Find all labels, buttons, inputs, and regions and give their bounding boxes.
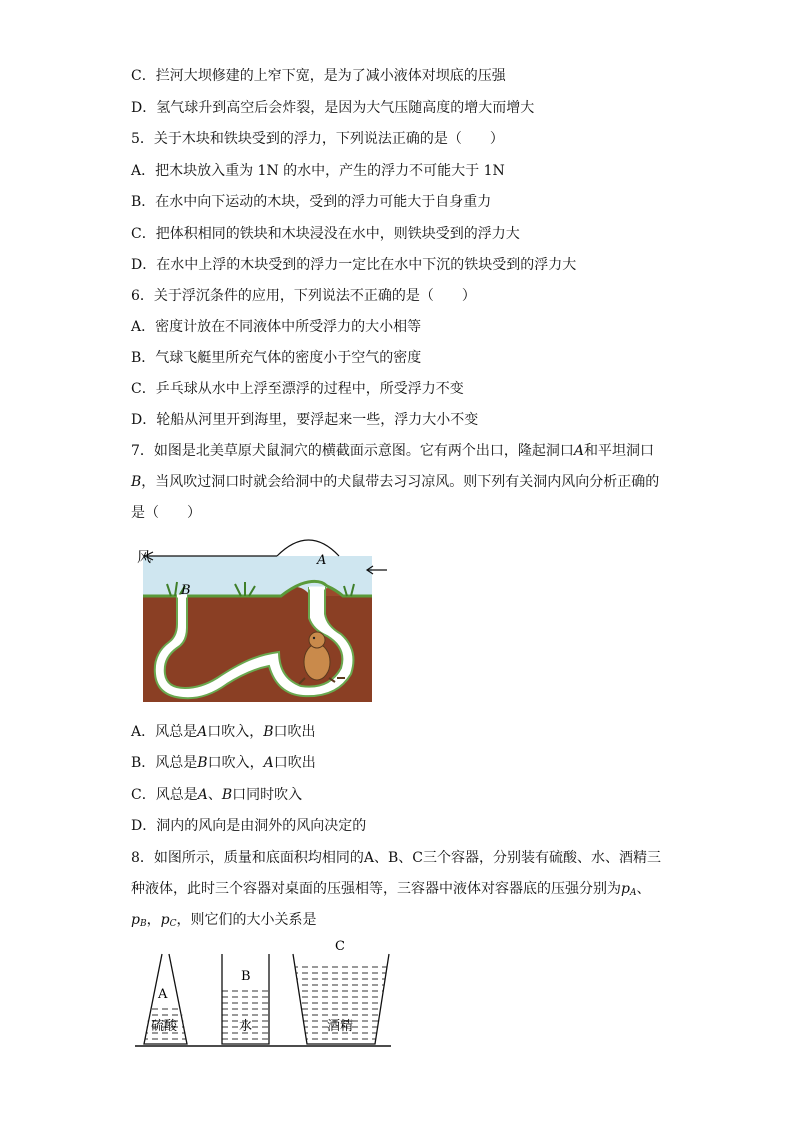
pressure-symbol: p xyxy=(621,881,630,897)
pressure-subscript: A xyxy=(629,888,637,898)
pressure-subscript: C xyxy=(169,919,177,929)
q8-punct: 、 xyxy=(636,881,651,897)
container-b-label: B xyxy=(241,969,251,984)
q7-stem-text: ，当风吹过洞口时就会给洞中的犬鼠带去习习凉风。则下列有关洞内风向分析正确的 xyxy=(141,474,660,490)
q7-var-a: A xyxy=(263,755,274,771)
q7-var-b: B xyxy=(197,755,208,771)
q6-option-b: B．气球飞艇里所充气体的密度小于空气的密度 xyxy=(131,350,422,366)
q7-stem-line1 xyxy=(131,441,654,461)
q7-var-a: A xyxy=(197,787,208,803)
q6-stem: 6．关于浮沉条件的应用，下列说法不正确的是（ ） xyxy=(131,288,476,304)
liquid-b-label: 水 xyxy=(239,1019,253,1034)
q7-var-a: A xyxy=(573,443,585,459)
q7-var-b: B xyxy=(263,724,274,740)
q7-option-d: D．洞内的风向是由洞外的风向决定的 xyxy=(131,818,367,834)
q7-var-a: A xyxy=(197,724,208,740)
pressure-symbol: p xyxy=(160,912,170,928)
q4-option-c: C．拦河大坝修建的上窄下宽，是为了减小液体对坝底的压强 xyxy=(131,68,506,84)
q5-option-d: D．在水中上浮的木块受到的浮力一定比在水中下沉的铁块受到的浮力大 xyxy=(131,257,577,273)
q7-stem-text: 和平坦洞口 xyxy=(584,443,655,459)
q7-option-text: 口同时吹入 xyxy=(232,787,303,803)
burrow-figure xyxy=(131,538,393,704)
q6-option-a: A．密度计放在不同液体中所受浮力的大小相等 xyxy=(131,319,422,335)
q7-stem-line3: 是（ ） xyxy=(131,505,201,521)
q8-stem-line1: 8．如图所示，质量和底面积均相同的A、B、C三个容器，分别装有硫酸、水、酒精三 xyxy=(131,850,662,866)
q7-stem-line2 xyxy=(131,472,659,492)
liquid-c-label: 酒精 xyxy=(327,1019,354,1034)
q4-option-d: D．氢气球升到高空后会炸裂，是因为大气压随高度的增大而增大 xyxy=(131,100,535,116)
q8-stem-line3 xyxy=(131,910,316,934)
q7-var-b: B xyxy=(131,474,142,490)
q5-stem: 5．关于木块和铁块受到的浮力，下列说法正确的是（ ） xyxy=(131,131,504,147)
q8-stem-text: ，则它们的大小关系是 xyxy=(176,912,317,928)
pressure-symbol: p xyxy=(131,912,140,928)
pressure-subscript: B xyxy=(139,919,147,929)
q8-punct: ， xyxy=(146,912,161,928)
q7-option-text: A．风总是 xyxy=(131,724,198,740)
q7-option-text: C．风总是 xyxy=(131,787,198,803)
containers-figure xyxy=(131,940,393,1052)
q7-option-text: 、 xyxy=(207,787,222,803)
q6-option-d: D．轮船从河里开到海里，要浮起来一些，浮力大小不变 xyxy=(131,412,479,428)
q6-option-c: C．乒乓球从水中上浮至漂浮的过程中，所受浮力不变 xyxy=(131,381,464,397)
q7-option-text: 口吹出 xyxy=(273,755,316,771)
q5-option-c: C．把体积相同的铁块和木块浸没在水中，则铁块受到的浮力大 xyxy=(131,226,520,242)
opening-a-label: A xyxy=(317,553,327,568)
q5-option-a: A．把木块放入重为 1N 的水中，产生的浮力不可能大于 1N xyxy=(131,163,505,179)
q5-option-b: B．在水中向下运动的木块，受到的浮力可能大于自身重力 xyxy=(131,194,492,210)
wind-arrow-arc xyxy=(277,540,339,556)
q7-option-a xyxy=(131,722,316,742)
container-c-label: C xyxy=(335,940,345,954)
liquid-a-label: 硫酸 xyxy=(151,1019,178,1034)
q7-option-text: B．风总是 xyxy=(131,755,198,771)
q7-stem-text: 7．如图是北美草原犬鼠洞穴的横截面示意图。它有两个出口，隆起洞口 xyxy=(131,443,574,459)
liquid-b xyxy=(222,987,269,1044)
container-a-label: A xyxy=(158,987,168,1002)
q7-option-text: 口吹入， xyxy=(207,755,264,771)
q8-stem-text: 种液体，此时三个容器对桌面的压强相等，三容器中液体对容器底的压强分别为 xyxy=(131,881,621,897)
q7-option-c xyxy=(131,785,302,805)
wind-label: 风 xyxy=(137,550,151,566)
q7-option-text: 口吹入， xyxy=(207,724,264,740)
opening-b-label: B xyxy=(181,583,191,598)
q7-option-text: 口吹出 xyxy=(273,724,316,740)
q7-option-b xyxy=(131,753,316,773)
q8-stem-line2 xyxy=(131,879,650,903)
q7-var-b: B xyxy=(221,787,233,803)
